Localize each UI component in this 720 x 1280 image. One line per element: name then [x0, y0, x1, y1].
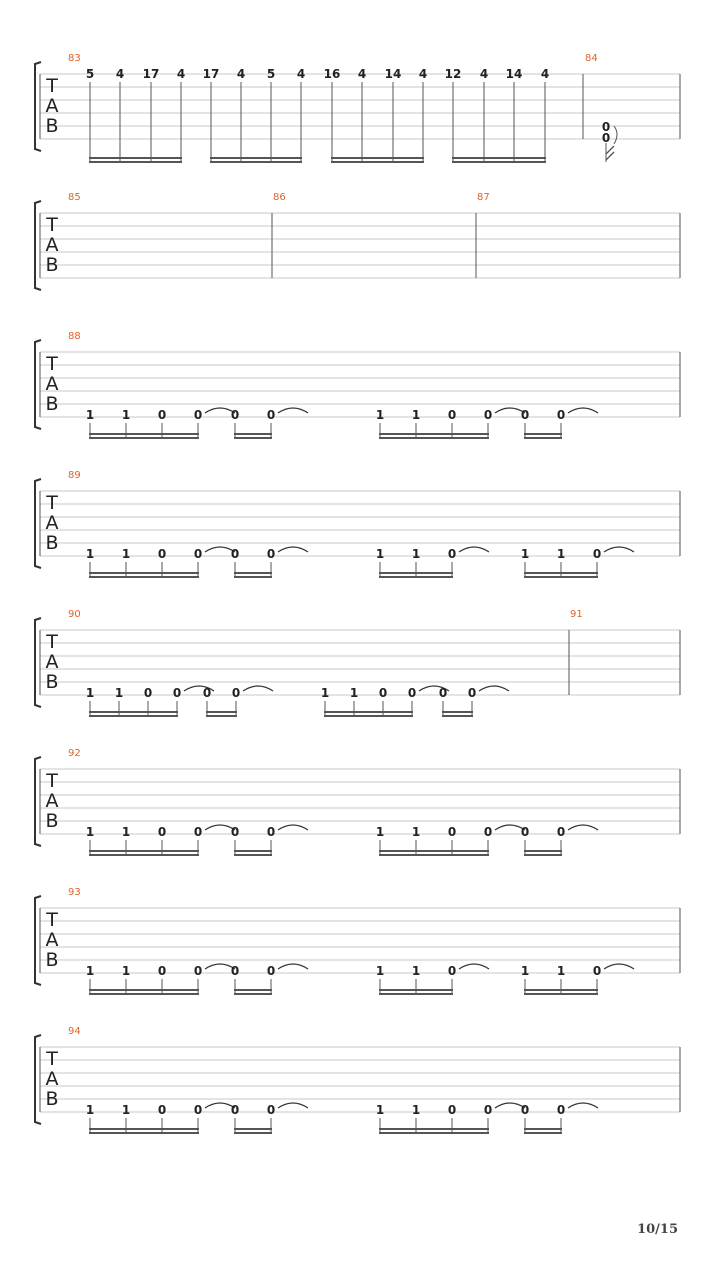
tab-clef-letter: T: [46, 75, 58, 97]
fret-number: 0: [447, 408, 457, 422]
fret-number: 4: [236, 67, 246, 81]
fret-number: 1: [85, 825, 95, 839]
fret-number: 0: [438, 686, 448, 700]
fret-number: 0: [447, 964, 457, 978]
fret-number: 0: [556, 825, 566, 839]
tie-arc: [568, 825, 598, 830]
measure-number: 86: [273, 192, 286, 203]
measure-number: 88: [68, 331, 81, 342]
tie-arc: [278, 825, 308, 830]
fret-number: 12: [444, 67, 462, 81]
fret-number: 1: [375, 825, 385, 839]
tab-clef-letter: A: [45, 512, 59, 534]
tie-arc: [243, 686, 273, 691]
fret-number: 0: [230, 408, 240, 422]
fret-number: 1: [411, 825, 421, 839]
tab-clef-letter: T: [46, 214, 58, 236]
tab-clef-letter: A: [45, 929, 59, 951]
fret-number: 0: [157, 408, 167, 422]
tab-clef-letter: B: [45, 1088, 59, 1110]
fret-number: 0: [520, 1103, 530, 1117]
fret-number: 1: [411, 408, 421, 422]
measure-number: 90: [68, 609, 81, 620]
tie-arc: [479, 686, 509, 691]
fret-number: 0: [193, 1103, 203, 1117]
fret-number: 1: [411, 547, 421, 561]
fret-number: 14: [384, 67, 402, 81]
fret-number: 4: [418, 67, 428, 81]
fret-number: 0: [193, 964, 203, 978]
fret-number: 1: [121, 825, 131, 839]
fret-number: 0: [157, 825, 167, 839]
fret-number: 0: [230, 1103, 240, 1117]
tie-arc: [568, 408, 598, 413]
fret-number: 0: [230, 547, 240, 561]
fret-number: 0: [266, 964, 276, 978]
tab-clef-letter: T: [46, 492, 58, 514]
fret-number: 0: [231, 686, 241, 700]
tab-clef-letter: B: [45, 532, 59, 554]
fret-number: 1: [121, 964, 131, 978]
fret-number: 0: [447, 825, 457, 839]
fret-number: 0: [378, 686, 388, 700]
tab-clef-letter: B: [45, 949, 59, 971]
fret-number: 0: [447, 1103, 457, 1117]
fret-number: 1: [349, 686, 359, 700]
fret-number: 1: [85, 1103, 95, 1117]
tab-clef-letter: A: [45, 1068, 59, 1090]
fret-number: 0: [483, 1103, 493, 1117]
fret-number: 0: [266, 408, 276, 422]
tab-clef-letter: A: [45, 790, 59, 812]
fret-number: 5: [85, 67, 95, 81]
fret-number: 0: [407, 686, 417, 700]
fret-number: 0: [266, 547, 276, 561]
tab-clef-letter: T: [46, 1048, 58, 1070]
tie-arc: [568, 1103, 598, 1108]
fret-number: 14: [505, 67, 523, 81]
fret-number: 4: [540, 67, 550, 81]
fret-number: 0: [447, 547, 457, 561]
fret-number: 5: [266, 67, 276, 81]
measure-number: 92: [68, 748, 81, 759]
fret-number: 1: [121, 547, 131, 561]
tie-arc: [278, 408, 308, 413]
fret-number: 16: [323, 67, 341, 81]
arpeggio-mark: [614, 126, 617, 144]
fret-number: 1: [411, 964, 421, 978]
fret-number: 0: [266, 1103, 276, 1117]
tab-clef-letter: B: [45, 115, 59, 137]
fret-number: 17: [202, 67, 220, 81]
fret-number: 0: [157, 964, 167, 978]
tab-clef-letter: B: [45, 393, 59, 415]
chord-fret-number: 0: [601, 120, 611, 134]
fret-number: 0: [556, 408, 566, 422]
fret-number: 1: [375, 964, 385, 978]
fret-number: 0: [467, 686, 477, 700]
fret-number: 1: [85, 964, 95, 978]
tie-arc: [459, 547, 489, 552]
chord-fret-number: 0: [601, 131, 611, 145]
fret-number: 0: [556, 1103, 566, 1117]
fret-number: 1: [556, 964, 566, 978]
fret-number: 0: [483, 825, 493, 839]
fret-number: 0: [202, 686, 212, 700]
fret-number: 1: [375, 547, 385, 561]
fret-number: 1: [520, 547, 530, 561]
tab-clef-letter: B: [45, 254, 59, 276]
fret-number: 1: [85, 686, 95, 700]
measure-number: 85: [68, 192, 81, 203]
tie-arc: [278, 1103, 308, 1108]
fret-number: 1: [411, 1103, 421, 1117]
fret-number: 0: [157, 1103, 167, 1117]
fret-number: 1: [85, 408, 95, 422]
fret-number: 0: [483, 408, 493, 422]
fret-number: 0: [172, 686, 182, 700]
tab-clef-letter: T: [46, 909, 58, 931]
fret-number: 0: [143, 686, 153, 700]
fret-number: 0: [193, 547, 203, 561]
fret-number: 1: [375, 1103, 385, 1117]
fret-number: 0: [592, 547, 602, 561]
measure-number: 84: [585, 53, 598, 64]
tie-arc: [604, 547, 634, 552]
fret-number: 4: [479, 67, 489, 81]
fret-number: 1: [520, 964, 530, 978]
fret-number: 1: [85, 547, 95, 561]
fret-number: 4: [176, 67, 186, 81]
fret-number: 0: [193, 408, 203, 422]
fret-number: 1: [114, 686, 124, 700]
fret-number: 0: [230, 825, 240, 839]
fret-number: 4: [357, 67, 367, 81]
tie-arc: [604, 964, 634, 969]
tab-clef-letter: A: [45, 234, 59, 256]
measure-number: 93: [68, 887, 81, 898]
fret-number: 0: [230, 964, 240, 978]
note-flag: [606, 146, 614, 160]
fret-number: 0: [520, 408, 530, 422]
tie-arc: [459, 964, 489, 969]
page-number: 10/15: [637, 1222, 678, 1237]
fret-number: 17: [142, 67, 160, 81]
measure-number: 94: [68, 1026, 81, 1037]
tab-clef-letter: A: [45, 95, 59, 117]
tab-clef-letter: T: [46, 631, 58, 653]
tab-clef-letter: T: [46, 353, 58, 375]
tab-clef-letter: B: [45, 810, 59, 832]
fret-number: 0: [266, 825, 276, 839]
fret-number: 1: [121, 1103, 131, 1117]
tie-arc: [278, 547, 308, 552]
fret-number: 1: [320, 686, 330, 700]
fret-number: 1: [556, 547, 566, 561]
fret-number: 1: [121, 408, 131, 422]
measure-number: 89: [68, 470, 81, 481]
measure-number: 87: [477, 192, 490, 203]
fret-number: 4: [115, 67, 125, 81]
measure-number: 91: [570, 609, 583, 620]
tab-clef-letter: B: [45, 671, 59, 693]
fret-number: 0: [193, 825, 203, 839]
measure-number: 83: [68, 53, 81, 64]
tab-clef-letter: A: [45, 651, 59, 673]
fret-number: 0: [592, 964, 602, 978]
tab-clef-letter: A: [45, 373, 59, 395]
fret-number: 0: [520, 825, 530, 839]
tie-arc: [278, 964, 308, 969]
tab-clef-letter: T: [46, 770, 58, 792]
fret-number: 4: [296, 67, 306, 81]
fret-number: 1: [375, 408, 385, 422]
fret-number: 0: [157, 547, 167, 561]
